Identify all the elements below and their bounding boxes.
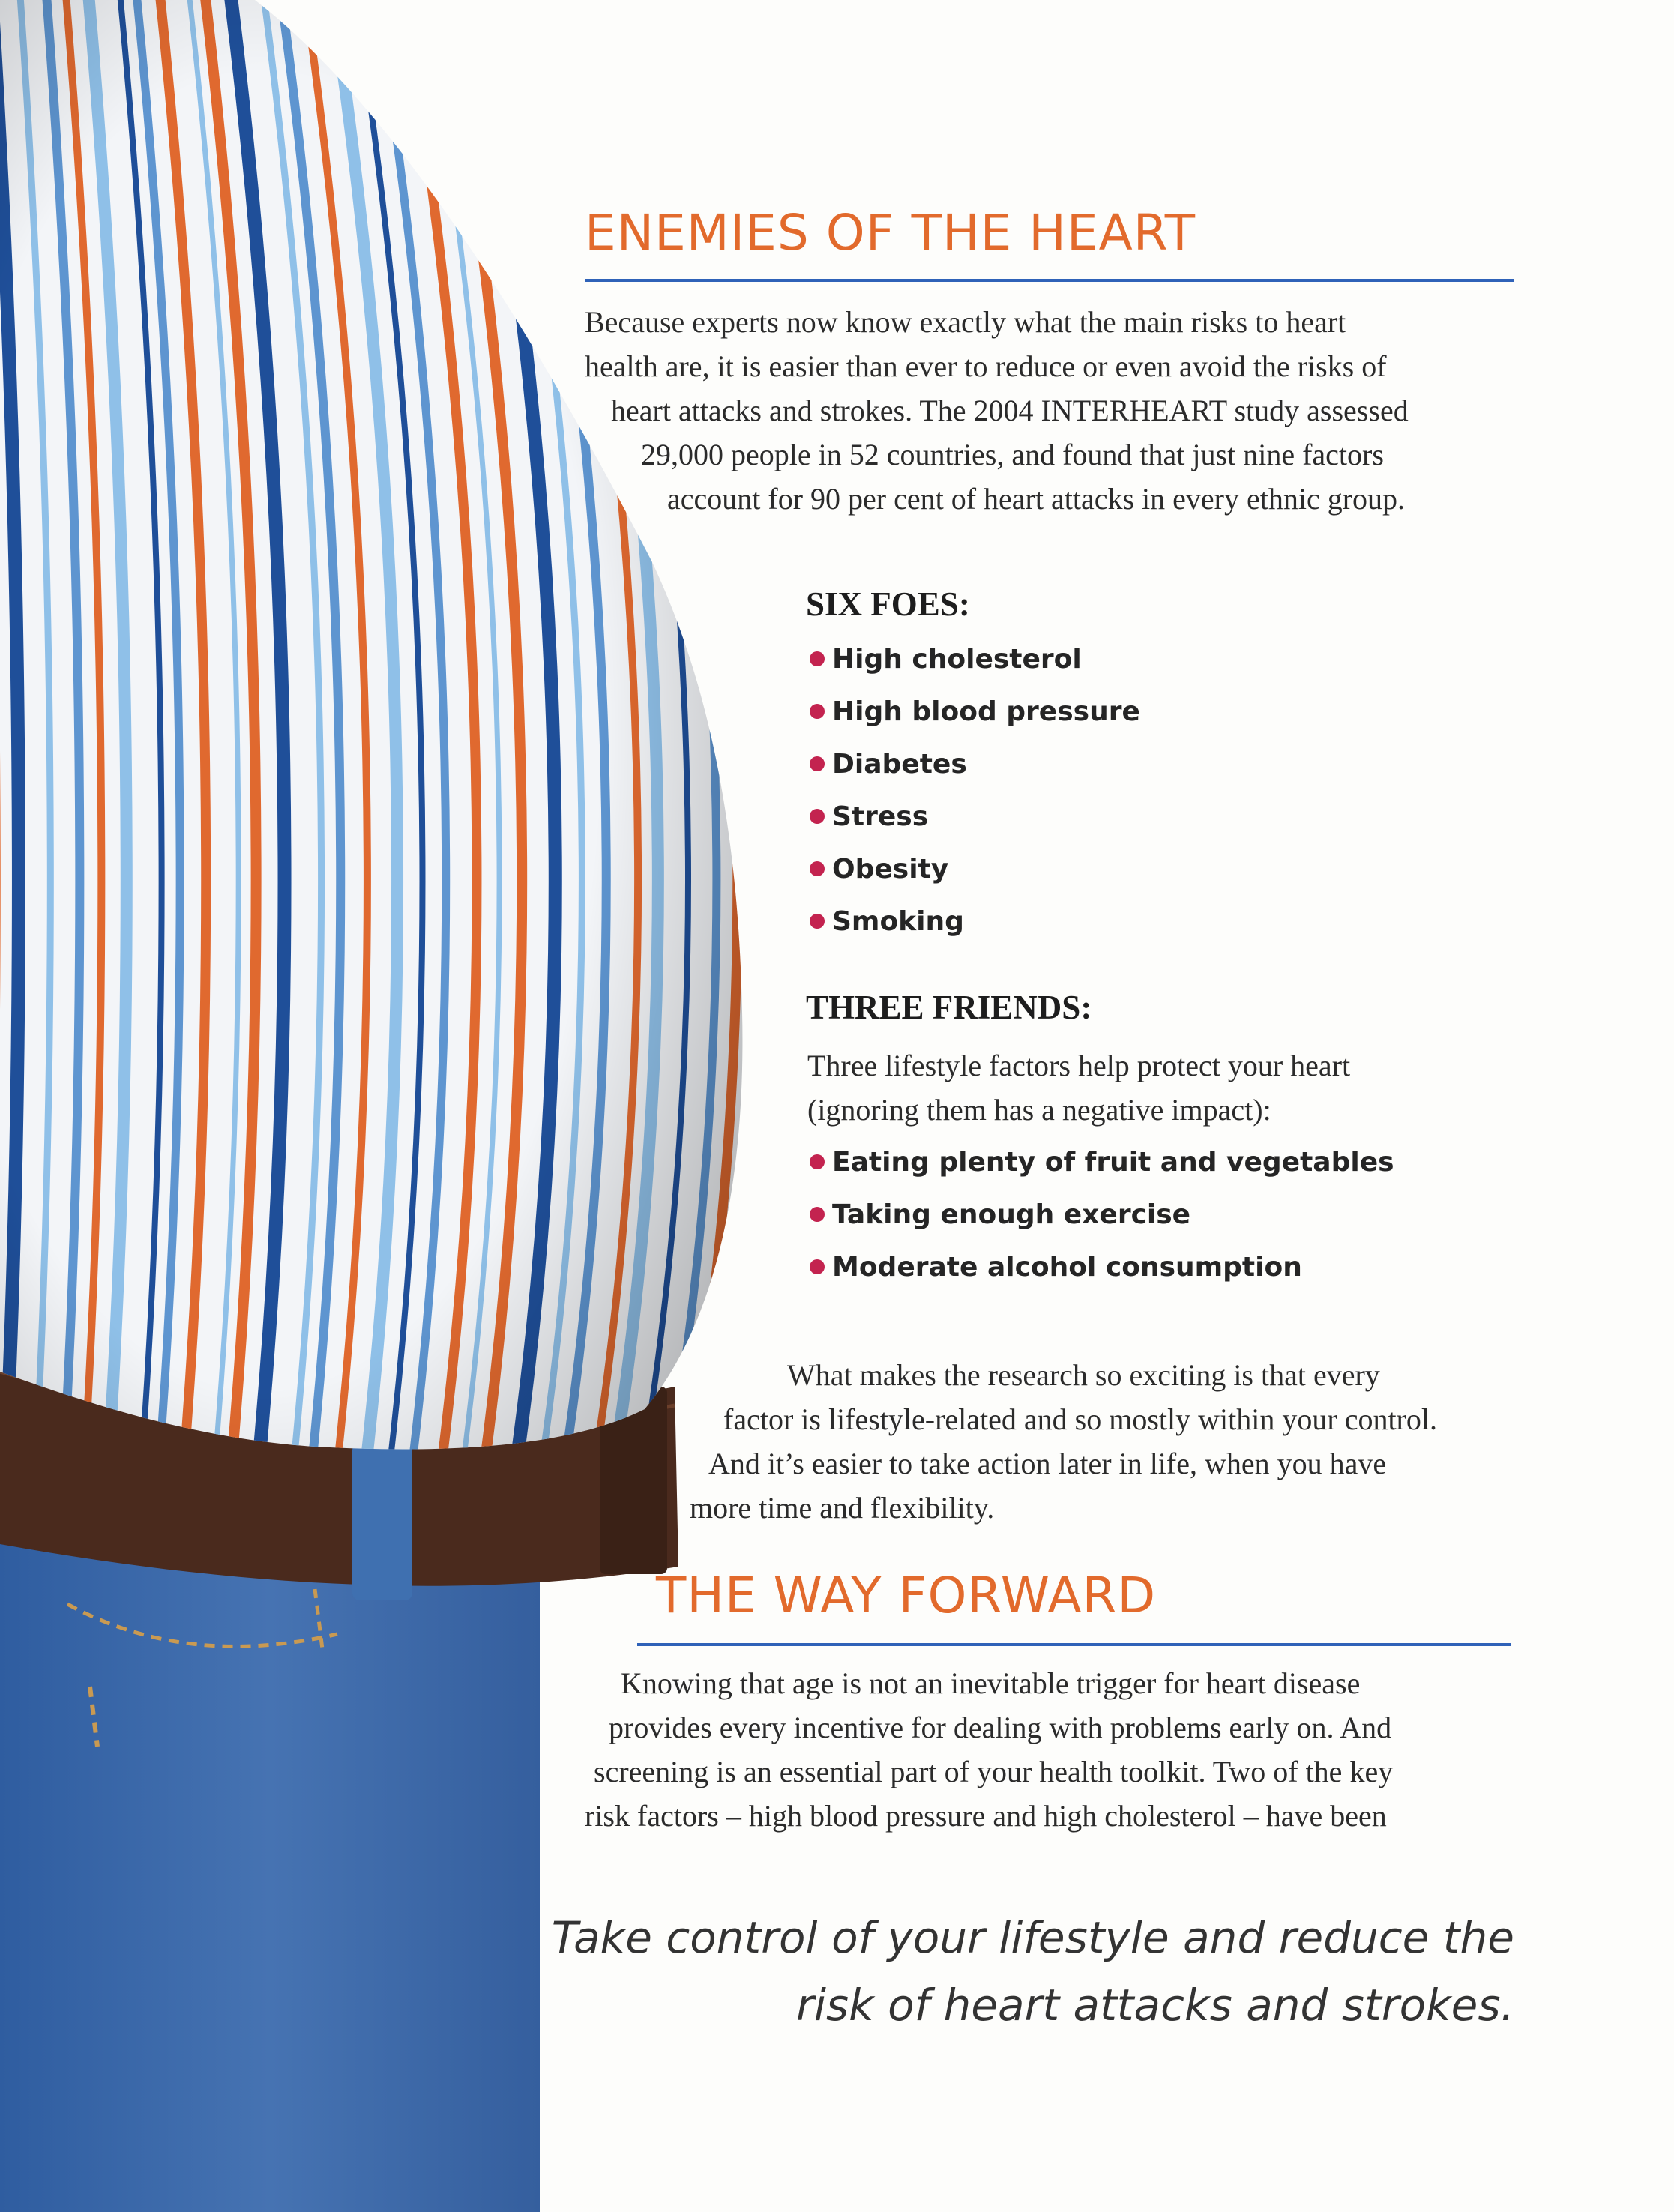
list-item <box>810 738 1140 790</box>
text-line: Knowing that age is not an inevitable trigger for heart disease <box>621 1666 1361 1700</box>
bullet-dot-icon <box>810 704 825 719</box>
bullet-dot-icon <box>810 1259 825 1274</box>
list-item <box>810 843 1140 895</box>
bullet-dot-icon <box>810 756 825 771</box>
text-line: (ignoring them has a negative impact): <box>807 1093 1271 1127</box>
bullet-dot-icon <box>810 809 825 824</box>
text-line: health are, it is easier than ever to reduce or even avoid the risks of <box>585 349 1387 383</box>
list-item-label: Diabetes <box>832 748 967 780</box>
text-line: Three lifestyle factors help protect your heart <box>807 1049 1351 1082</box>
way-forward-rule <box>637 1643 1511 1646</box>
bullet-dot-icon <box>810 1207 825 1222</box>
text-line: 29,000 people in 52 countries, and found that just nine factors <box>641 438 1384 471</box>
text-line: more time and flexibility. <box>690 1491 995 1525</box>
list-item <box>810 895 1140 947</box>
list-item <box>810 633 1140 685</box>
enemies-intro <box>585 300 1409 521</box>
six-foes-heading: SIX FOES: <box>806 585 970 623</box>
text-line: heart attacks and strokes. The 2004 INTERHEART study assessed <box>611 394 1409 427</box>
list-item <box>810 1136 1394 1188</box>
list-item-label: Moderate alcohol consumption <box>832 1251 1302 1283</box>
way-forward-paragraph <box>585 1661 1393 1838</box>
pull-quote <box>427 1904 1514 2039</box>
text-line: account for 90 per cent of heart attacks in every ethnic group. <box>667 482 1406 516</box>
bullet-dot-icon <box>810 1154 825 1169</box>
list-item-label: Stress <box>832 801 929 832</box>
research-paragraph <box>690 1353 1437 1530</box>
quote-line: risk of heart attacks and strokes. <box>795 1980 1514 2031</box>
list-item-label: Taking enough exercise <box>832 1199 1191 1230</box>
list-item-label: High blood pressure <box>832 696 1140 727</box>
list-item-label: Smoking <box>832 905 964 937</box>
list-item-label: High cholesterol <box>832 643 1082 675</box>
text-line: provides every incentive for dealing with problems early on. And <box>609 1711 1392 1744</box>
text-line: factor is lifestyle-related and so mostly within your control. <box>723 1402 1437 1436</box>
list-item <box>810 1241 1394 1293</box>
enemies-rule <box>585 279 1514 282</box>
bullet-dot-icon <box>810 914 825 929</box>
text-line: Because experts now know exactly what the main risks to heart <box>585 305 1346 339</box>
bullet-dot-icon <box>810 651 825 666</box>
three-friends-heading: THREE FRIENDS: <box>806 989 1092 1026</box>
list-item-label: Obesity <box>832 853 949 885</box>
three-friends-intro <box>807 1043 1350 1132</box>
list-item <box>810 685 1140 738</box>
six-foes-list <box>810 633 1140 947</box>
text-line: risk factors – high blood pressure and high cholesterol – have been <box>585 1799 1387 1833</box>
way-forward-heading: THE WAY FORWARD <box>656 1567 1157 1624</box>
text-line: And it’s easier to take action later in life, when you have <box>708 1447 1387 1480</box>
enemies-heading: ENEMIES OF THE HEART <box>585 204 1196 262</box>
list-item <box>810 790 1140 843</box>
list-item-label: Eating plenty of fruit and vegetables <box>832 1146 1394 1178</box>
text-line: What makes the research so exciting is that every <box>787 1358 1380 1392</box>
list-item <box>810 1188 1394 1241</box>
text-line: screening is an essential part of your health toolkit. Two of the key <box>594 1755 1394 1788</box>
three-friends-list <box>810 1136 1394 1293</box>
bullet-dot-icon <box>810 861 825 876</box>
jeans <box>0 1484 540 2212</box>
quote-line: Take control of your lifestyle and reduce the <box>551 1912 1514 1963</box>
